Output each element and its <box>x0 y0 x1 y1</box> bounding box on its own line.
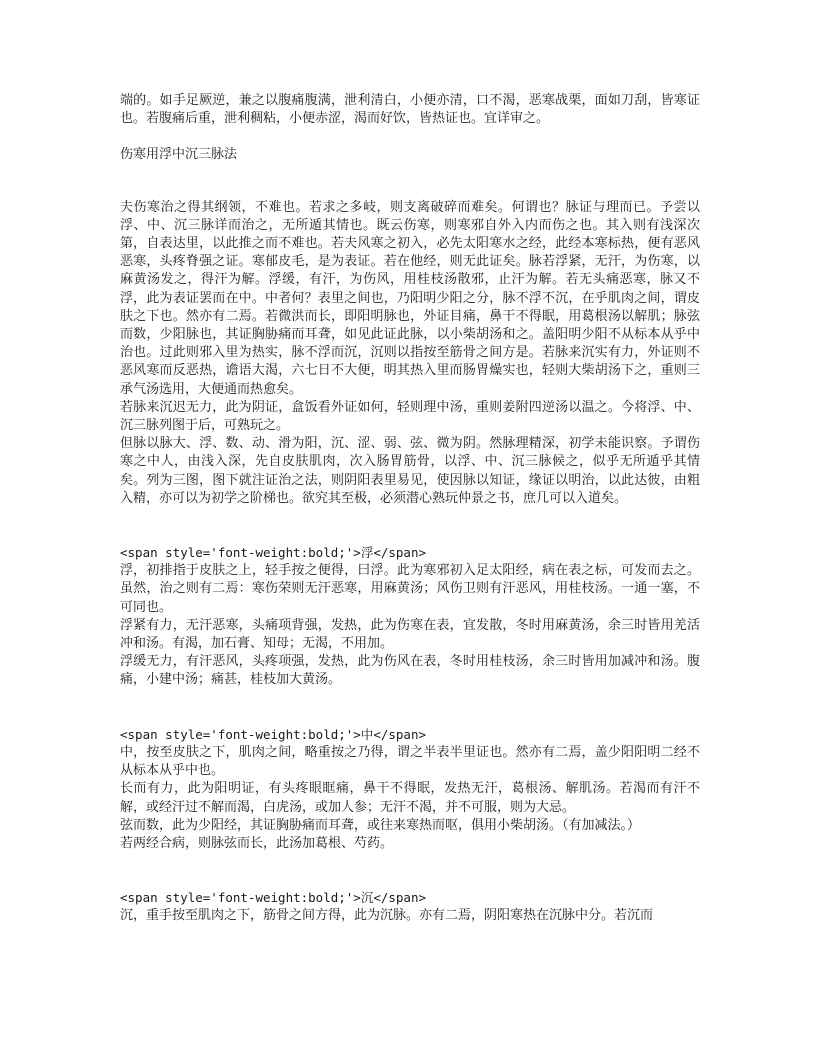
document-page <box>120 92 700 926</box>
zhong-paragraph: 中，按至皮肤之下，肌肉之间，略重按之乃得，谓之半表半里证也。然亦有二焉，盖少阳阳明二经不从标本从乎中也。 <box>120 744 700 779</box>
spacer <box>120 690 700 726</box>
fu-paragraph: 浮，初排指于皮肤之上，轻手按之便得，曰浮。此为寒邪初入足太阳经，病在表之标，可发而去之。虽然，治之则有二焉：寒伤荣则无汗恶寒，用麻黄汤；风伤卫则有汗恶风，用桂枝汤。一通一塞，不可同也。 <box>120 563 700 615</box>
zhong-paragraph: 若两经合病，则脉弦而长，此汤加葛根、芍药。 <box>120 835 394 851</box>
fu-heading: <span style='font-weight:bold;'>浮</span> <box>120 545 426 561</box>
chen-heading: <span style='font-weight:bold;'>沉</span> <box>120 890 426 906</box>
spacer <box>120 508 700 544</box>
zhong-heading: <span style='font-weight:bold;'>中</span> <box>120 726 426 742</box>
fu-paragraph: 浮紧有力，无汗恶寒，头痛项背强，发热，此为伤寒在表，宜发散，冬时用麻黄汤，余三时皆用羌活冲和汤。有渴，加石膏、知母；无渴，不用加。 <box>120 617 700 652</box>
spacer <box>120 165 700 199</box>
intro-paragraph: 端的。如手足厥逆，兼之以腹痛腹满，泄利清白，小便亦清，口不渴，恶寒战栗，面如刀刮，皆寒证也。若腹痛后重，泄利稠粘，小便赤涩，渴而好饮，皆热证也。宜详审之。 <box>120 93 700 127</box>
zhong-paragraph: 长而有力，此为阳明证，有头疼眼眶痛，鼻干不得眠，发热无汗，葛根汤、解肌汤。若渴而有汗不解，或经汗过不解而渴，白虎汤，或加人参；无汗不渴，并不可服，则为大忌。 <box>120 781 700 815</box>
spacer <box>120 128 700 146</box>
chen-paragraph: 沉，重手按至肌肉之下，筋骨之间方得，此为沉脉。亦有二焉，阴阳寒热在沉脉中分。若沉而 <box>120 908 654 924</box>
body-paragraph: 夫伤寒治之得其纲领，不难也。若求之多岐，则支离破碎而难矣。何谓也？脉证与理而已。予尝以浮、中、沉三脉详而治之，无所遁其情也。既云伤寒，则寒邪自外入内而伤之也。其入则有浅深次第，自表达里，以此推之而不难也。若夫风寒之初入，必先太阳寒水之经，此经本寒标热，便有恶风恶寒，头疼脊强之证。寒郁皮毛，是为表证。若在他经，则无此证矣。脉若浮紧，无汗，为伤寒，以麻黄汤发之，得汗为解。浮缓，有汗，为伤风，用桂枝汤散邪，止汗为解。若无头痛恶寒，脉又不浮，此为表证罢而在中。中者何？表里之间也，乃阳明少阳之分，脉不浮不沉，在乎肌肉之间，谓皮肤之下也。然亦有二焉。若微洪而长，即阳明脉也，外证目痛，鼻干不得眠，用葛根汤以解肌；脉弦而数，少阳脉也，其证胸胁痛而耳聋，如见此证此脉，以小柴胡汤和之。盖阳明少阳不从标本从乎中治也。过此则邪入里为热实，脉不浮而沉，沉则以指按至筋骨之间方是。若脉来沉实有力，外证则不恶风寒而反恶热，谵语大渴，六七日不大便，明其热入里而肠胃燥实也，轻则大柴胡汤下之，重则三承气汤选用，大便通而热愈矣。 <box>120 199 700 397</box>
body-paragraph: 若脉来沉迟无力，此为阴证，盒饭看外证如何，轻则理中汤，重则姜附四逆汤以温之。今将浮、中、沉三脉列图于后，可熟玩之。 <box>120 399 700 434</box>
body-paragraph: 但脉以脉大、浮、数、动、滑为阳，沉、涩、弱、弦、微为阴。然脉理精深，初学未能识察。予谓伤寒之中人，由浅入深，先自皮肤肌肉，次入肠胃筋骨，以浮、中、沉三脉候之，似乎无所遁乎其情矣。列为三图，图下就注证治之法，则阴阳表里易见，使因脉以知证，缘证以明治，以此达彼，由粗入精，亦可以为初学之阶梯也。欲究其至极，必须潜心熟玩仲景之书，庶几可以入道矣。 <box>120 436 700 506</box>
spacer <box>120 853 700 889</box>
fu-paragraph: 浮缓无力，有汗恶风，头疼项强，发热，此为伤风在表，冬时用桂枝汤，余三时皆用加减冲和汤。腹痛，小建中汤；痛甚，桂枝加大黄汤。 <box>120 654 700 688</box>
zhong-paragraph: 弦而数，此为少阳经，其证胸胁痛而耳聋，或往来寒热而呕，俱用小柴胡汤。（有加减法。） <box>120 817 641 833</box>
section-title: 伤寒用浮中沉三脉法 <box>120 147 238 163</box>
